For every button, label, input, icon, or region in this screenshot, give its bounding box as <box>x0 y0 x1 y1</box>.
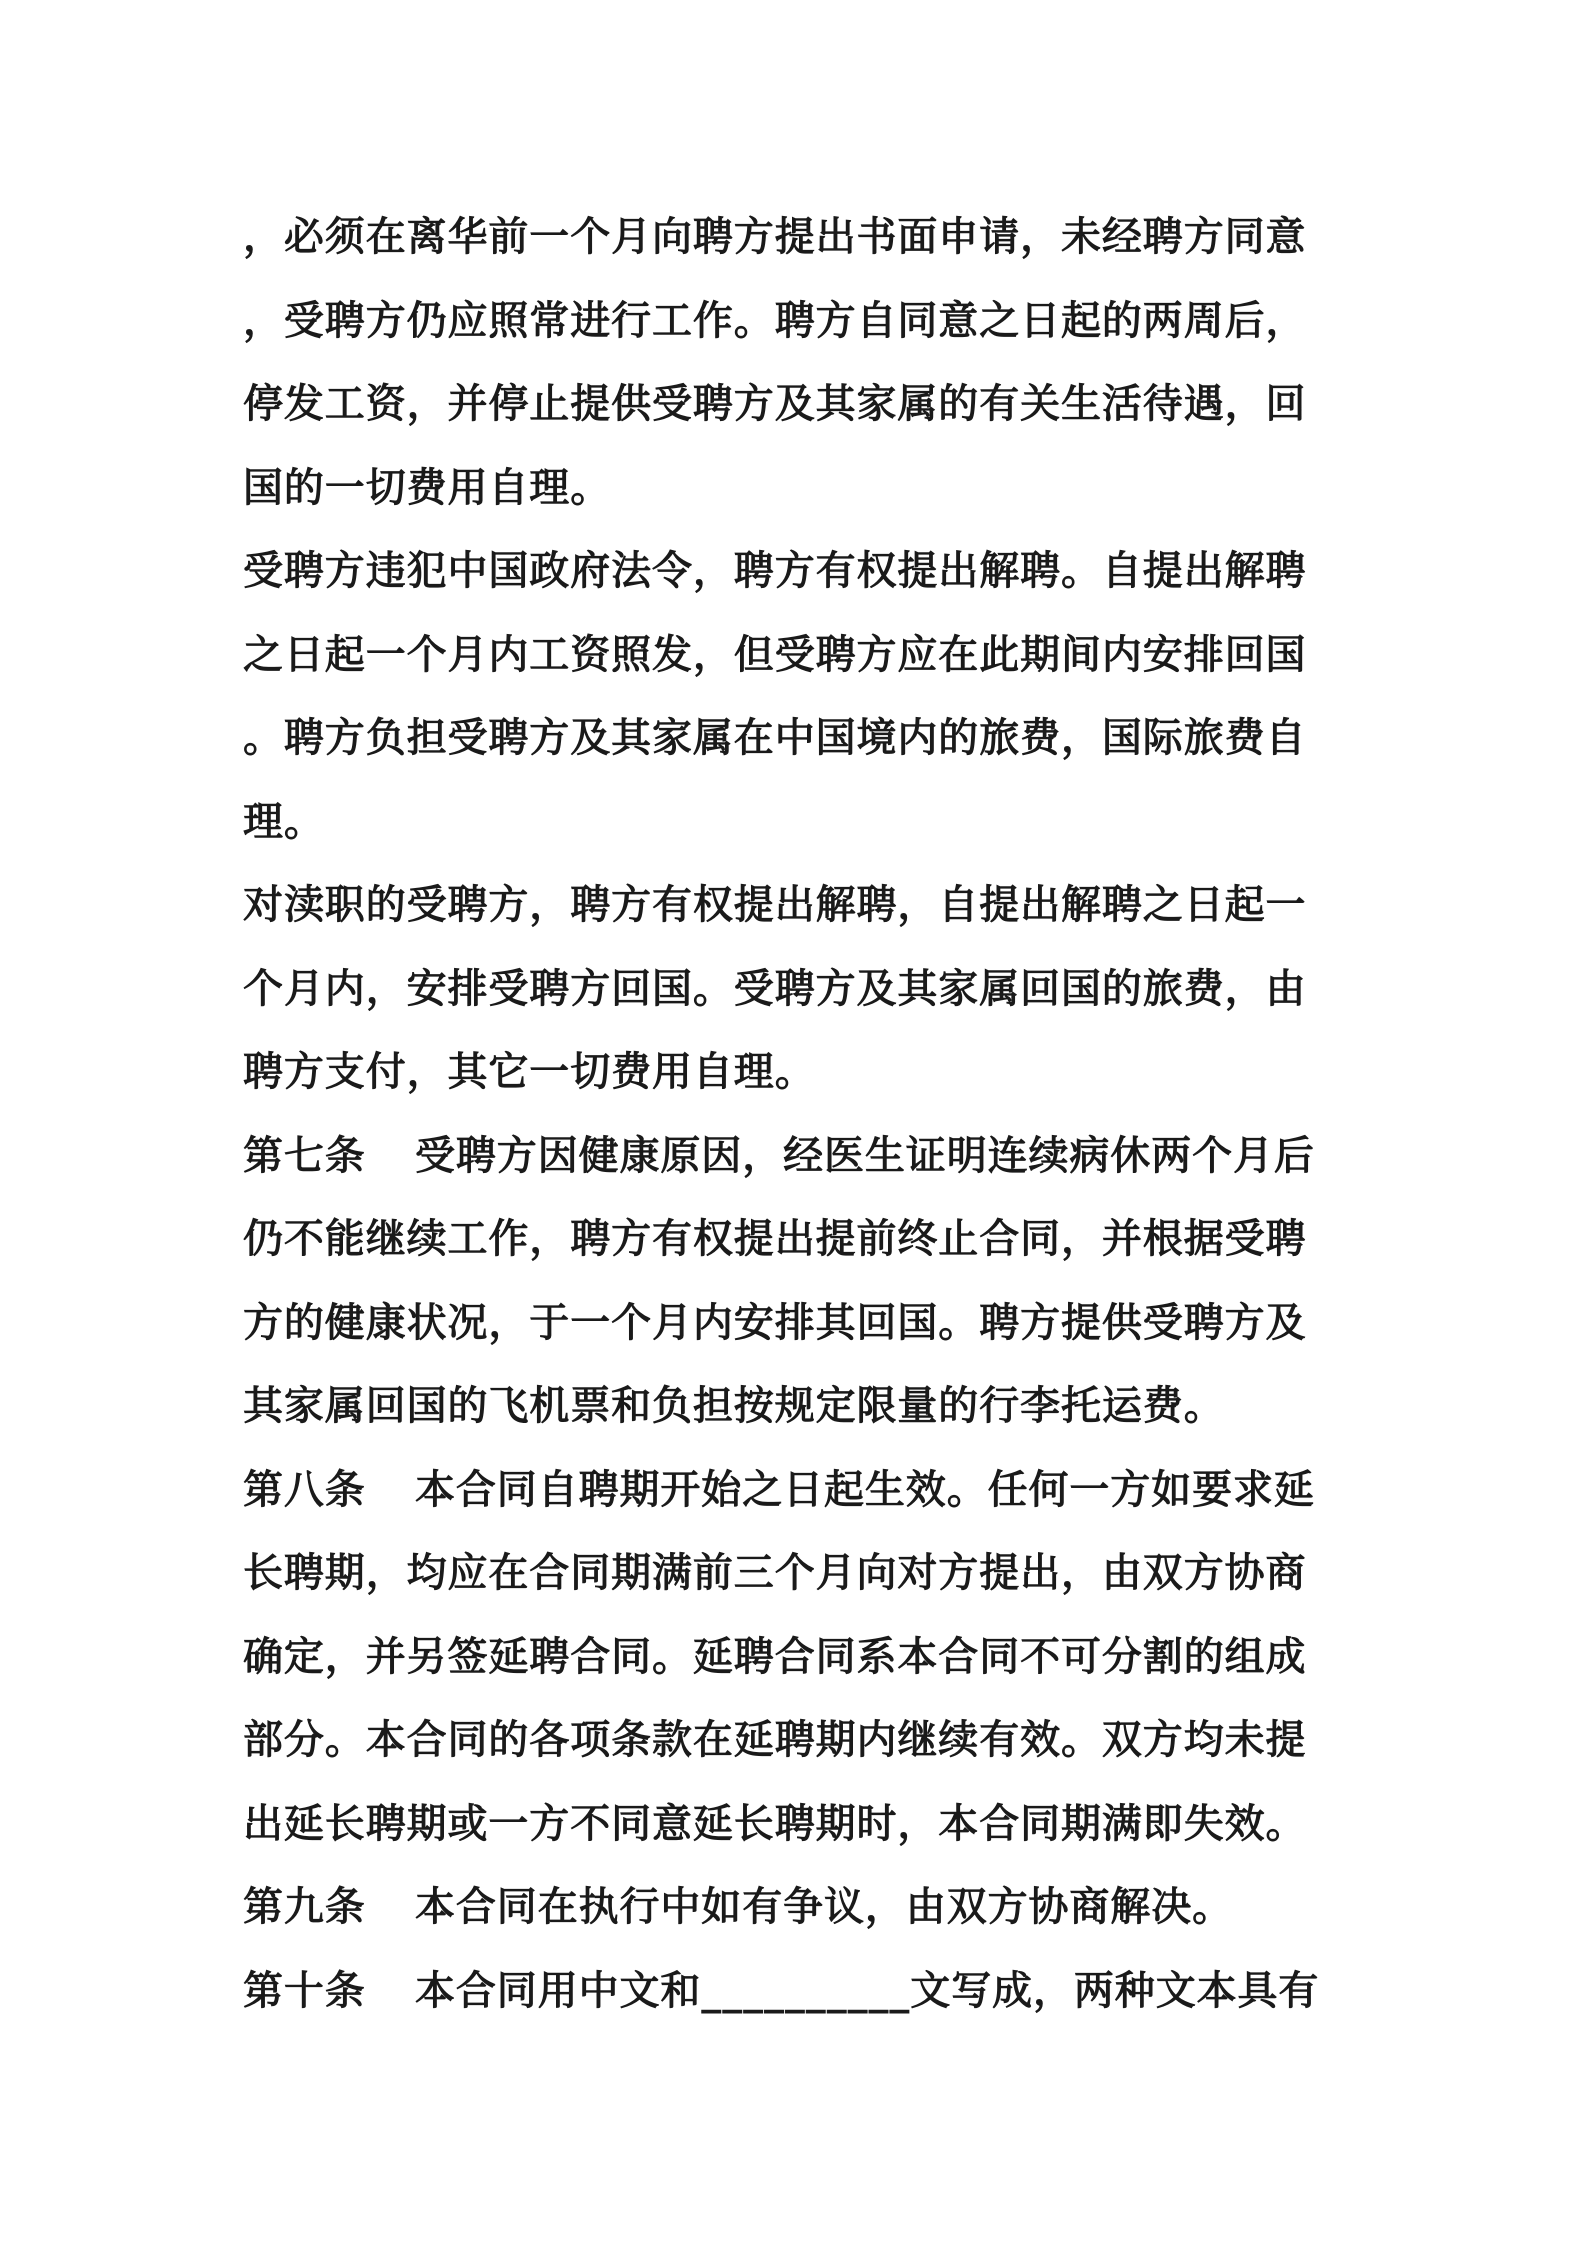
article-7-text: 受聘方因健康原因，经医生证明连续病休两个月后 <box>415 1132 1315 1179</box>
article-7-label: 第七条 <box>243 1132 366 1179</box>
article-10-text: 本合同用中文和__________文写成，两种文本具有 <box>415 1967 1320 2014</box>
article-8-text: 本合同自聘期开始之日起生效。任何一方如要求延 <box>415 1466 1315 1513</box>
text-line: 其家属回国的飞机票和负担按规定限量的行李托运费。 <box>243 1383 1225 1429</box>
text-line: ，必须在离华前一个月向聘方提出书面申请，未经聘方同意 <box>243 214 1307 260</box>
text-line: 出延长聘期或一方不同意延长聘期时，本合同期满即失效。 <box>243 1800 1307 1847</box>
text-line: 长聘期，均应在合同期满前三个月向对方提出，由双方协商 <box>243 1550 1307 1596</box>
text-line: 仍不能继续工作，聘方有权提出提前终止合同，并根据受聘 <box>243 1216 1307 1262</box>
article-10-label: 第十条 <box>243 1967 366 2014</box>
text-line: 国的一切费用自理。 <box>243 464 612 511</box>
article-9-heading-line <box>243 1866 1355 1950</box>
text-line: 。聘方负担受聘方及其家属在中国境内的旅费，国际旅费自 <box>243 715 1307 761</box>
text-line: 停发工资，并停止提供受聘方及其家属的有关生活待遇，回 <box>243 381 1307 427</box>
article-9-text: 本合同在执行中如有争议，由双方协商解决。 <box>415 1884 1233 1930</box>
article-8-heading-line <box>243 1449 1355 1533</box>
article-10-heading-line <box>243 1950 1355 2034</box>
text-line: 对渎职的受聘方，聘方有权提出解聘，自提出解聘之日起一 <box>243 882 1307 928</box>
text-line: 个月内，安排受聘方回国。受聘方及其家属回国的旅费，由 <box>243 965 1307 1012</box>
text-line: 部分。本合同的各项条款在延聘期内继续有效。双方均未提 <box>243 1717 1307 1763</box>
article-8-label: 第八条 <box>243 1466 366 1513</box>
text-line: ，受聘方仍应照常进行工作。聘方自同意之日起的两周后， <box>243 297 1307 344</box>
text-line: 聘方支付，其它一切费用自理。 <box>243 1049 816 1095</box>
text-line: 方的健康状况，于一个月内安排其回国。聘方提供受聘方及 <box>243 1299 1307 1346</box>
text-line: 受聘方违犯中国政府法令，聘方有权提出解聘。自提出解聘 <box>243 548 1307 594</box>
article-9-label: 第九条 <box>243 1884 366 1930</box>
text-line: 确定，并另签延聘合同。延聘合同系本合同不可分割的组成 <box>243 1633 1307 1680</box>
text-line: 理。 <box>243 798 325 845</box>
contract-text <box>243 196 1355 2033</box>
text-line: 之日起一个月内工资照发，但受聘方应在此期间内安排回国 <box>243 631 1307 678</box>
article-7-heading-line <box>243 1115 1355 1199</box>
